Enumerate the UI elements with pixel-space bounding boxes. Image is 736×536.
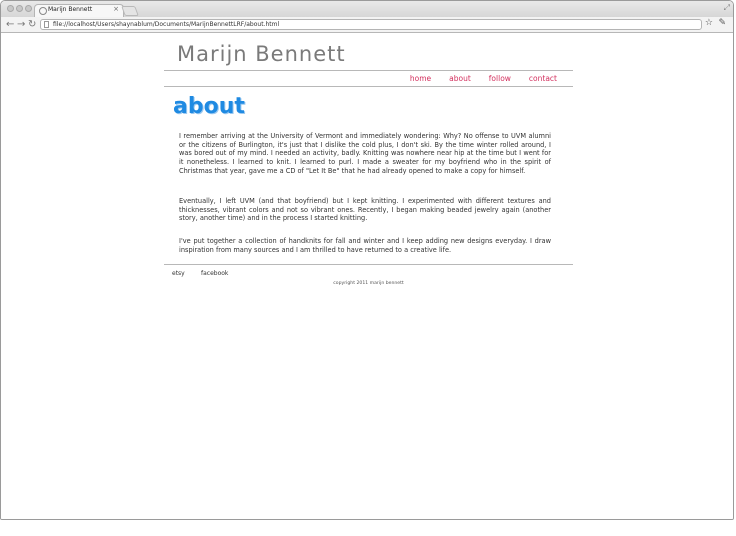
page-favicon-icon — [39, 7, 47, 15]
footer-divider — [164, 264, 573, 265]
about-paragraph-3: I've put together a collection of handknits for fall and winter and I keep adding new designs everyday. I draw inspiration from many sources and I am thrilled to have returned to a creative life. — [179, 237, 551, 254]
title-bar — [1, 1, 733, 17]
back-icon[interactable]: ← — [6, 19, 15, 30]
star-icon[interactable]: ☆ — [704, 18, 713, 28]
tab-title: Marijn Bennett — [48, 6, 93, 13]
wrench-icon[interactable]: ✎ — [718, 18, 726, 28]
browser-toolbar — [1, 17, 733, 33]
address-bar[interactable] — [40, 19, 702, 30]
resize-icon[interactable]: ⤢ — [723, 3, 730, 12]
site-title: Marijn Bennett — [177, 42, 346, 66]
main-nav — [392, 74, 557, 83]
header-divider-top — [164, 70, 573, 71]
page-icon — [44, 21, 49, 28]
nav-about-link[interactable]: about — [449, 74, 471, 83]
forward-icon[interactable]: → — [17, 19, 26, 30]
copyright-text: copyright 2011 marijn bennett — [333, 281, 404, 286]
close-icon[interactable]: × — [113, 5, 119, 13]
footer-facebook-link[interactable]: facebook — [201, 270, 229, 277]
close-window-button[interactable] — [7, 5, 14, 12]
header-divider-bottom — [164, 86, 573, 87]
page-heading: about — [173, 94, 245, 119]
reload-icon[interactable]: ↻ — [28, 19, 37, 30]
new-tab-button[interactable] — [121, 6, 139, 16]
nav-home-link[interactable]: home — [409, 74, 432, 83]
nav-follow-link[interactable]: follow — [488, 74, 511, 83]
minimize-window-button[interactable] — [16, 5, 23, 12]
url-text[interactable]: file://localhost/Users/shaynablum/Documents/MarijnBennettLRF/about.html — [53, 21, 280, 28]
page-viewport — [1, 33, 733, 519]
zoom-window-button[interactable] — [25, 5, 32, 12]
browser-tab[interactable] — [34, 4, 124, 17]
about-paragraph-2: Eventually, I left UVM (and that boyfriend) but I kept knitting. I experimented with different textures and thicknesses, vibrant colors and not so vibrant ones. Recently, I began making beaded jewelry again (another story, another time) and in the process I started knitting. — [179, 197, 551, 223]
about-paragraph-1: I remember arriving at the University of Vermont and immediately wondering: Why? No offense to UVM alumni or the citizens of Burlington, it's just that I dislike the cold plus, I don't ski. By the time winter rolled around, I was bored out of my mind. I needed an activity, badly. Knitting was nowhere near hip at the time but I went for it nonetheless. I learned to knit. I learned to purl. I made a sweater for my boyfriend who in the spirit of Christmas that year, gave me a CD of "Let It Be" that he had already opened to make a copy for himself. — [179, 132, 551, 175]
nav-contact-link[interactable]: contact — [528, 74, 557, 83]
footer-etsy-link[interactable]: etsy — [172, 270, 185, 277]
